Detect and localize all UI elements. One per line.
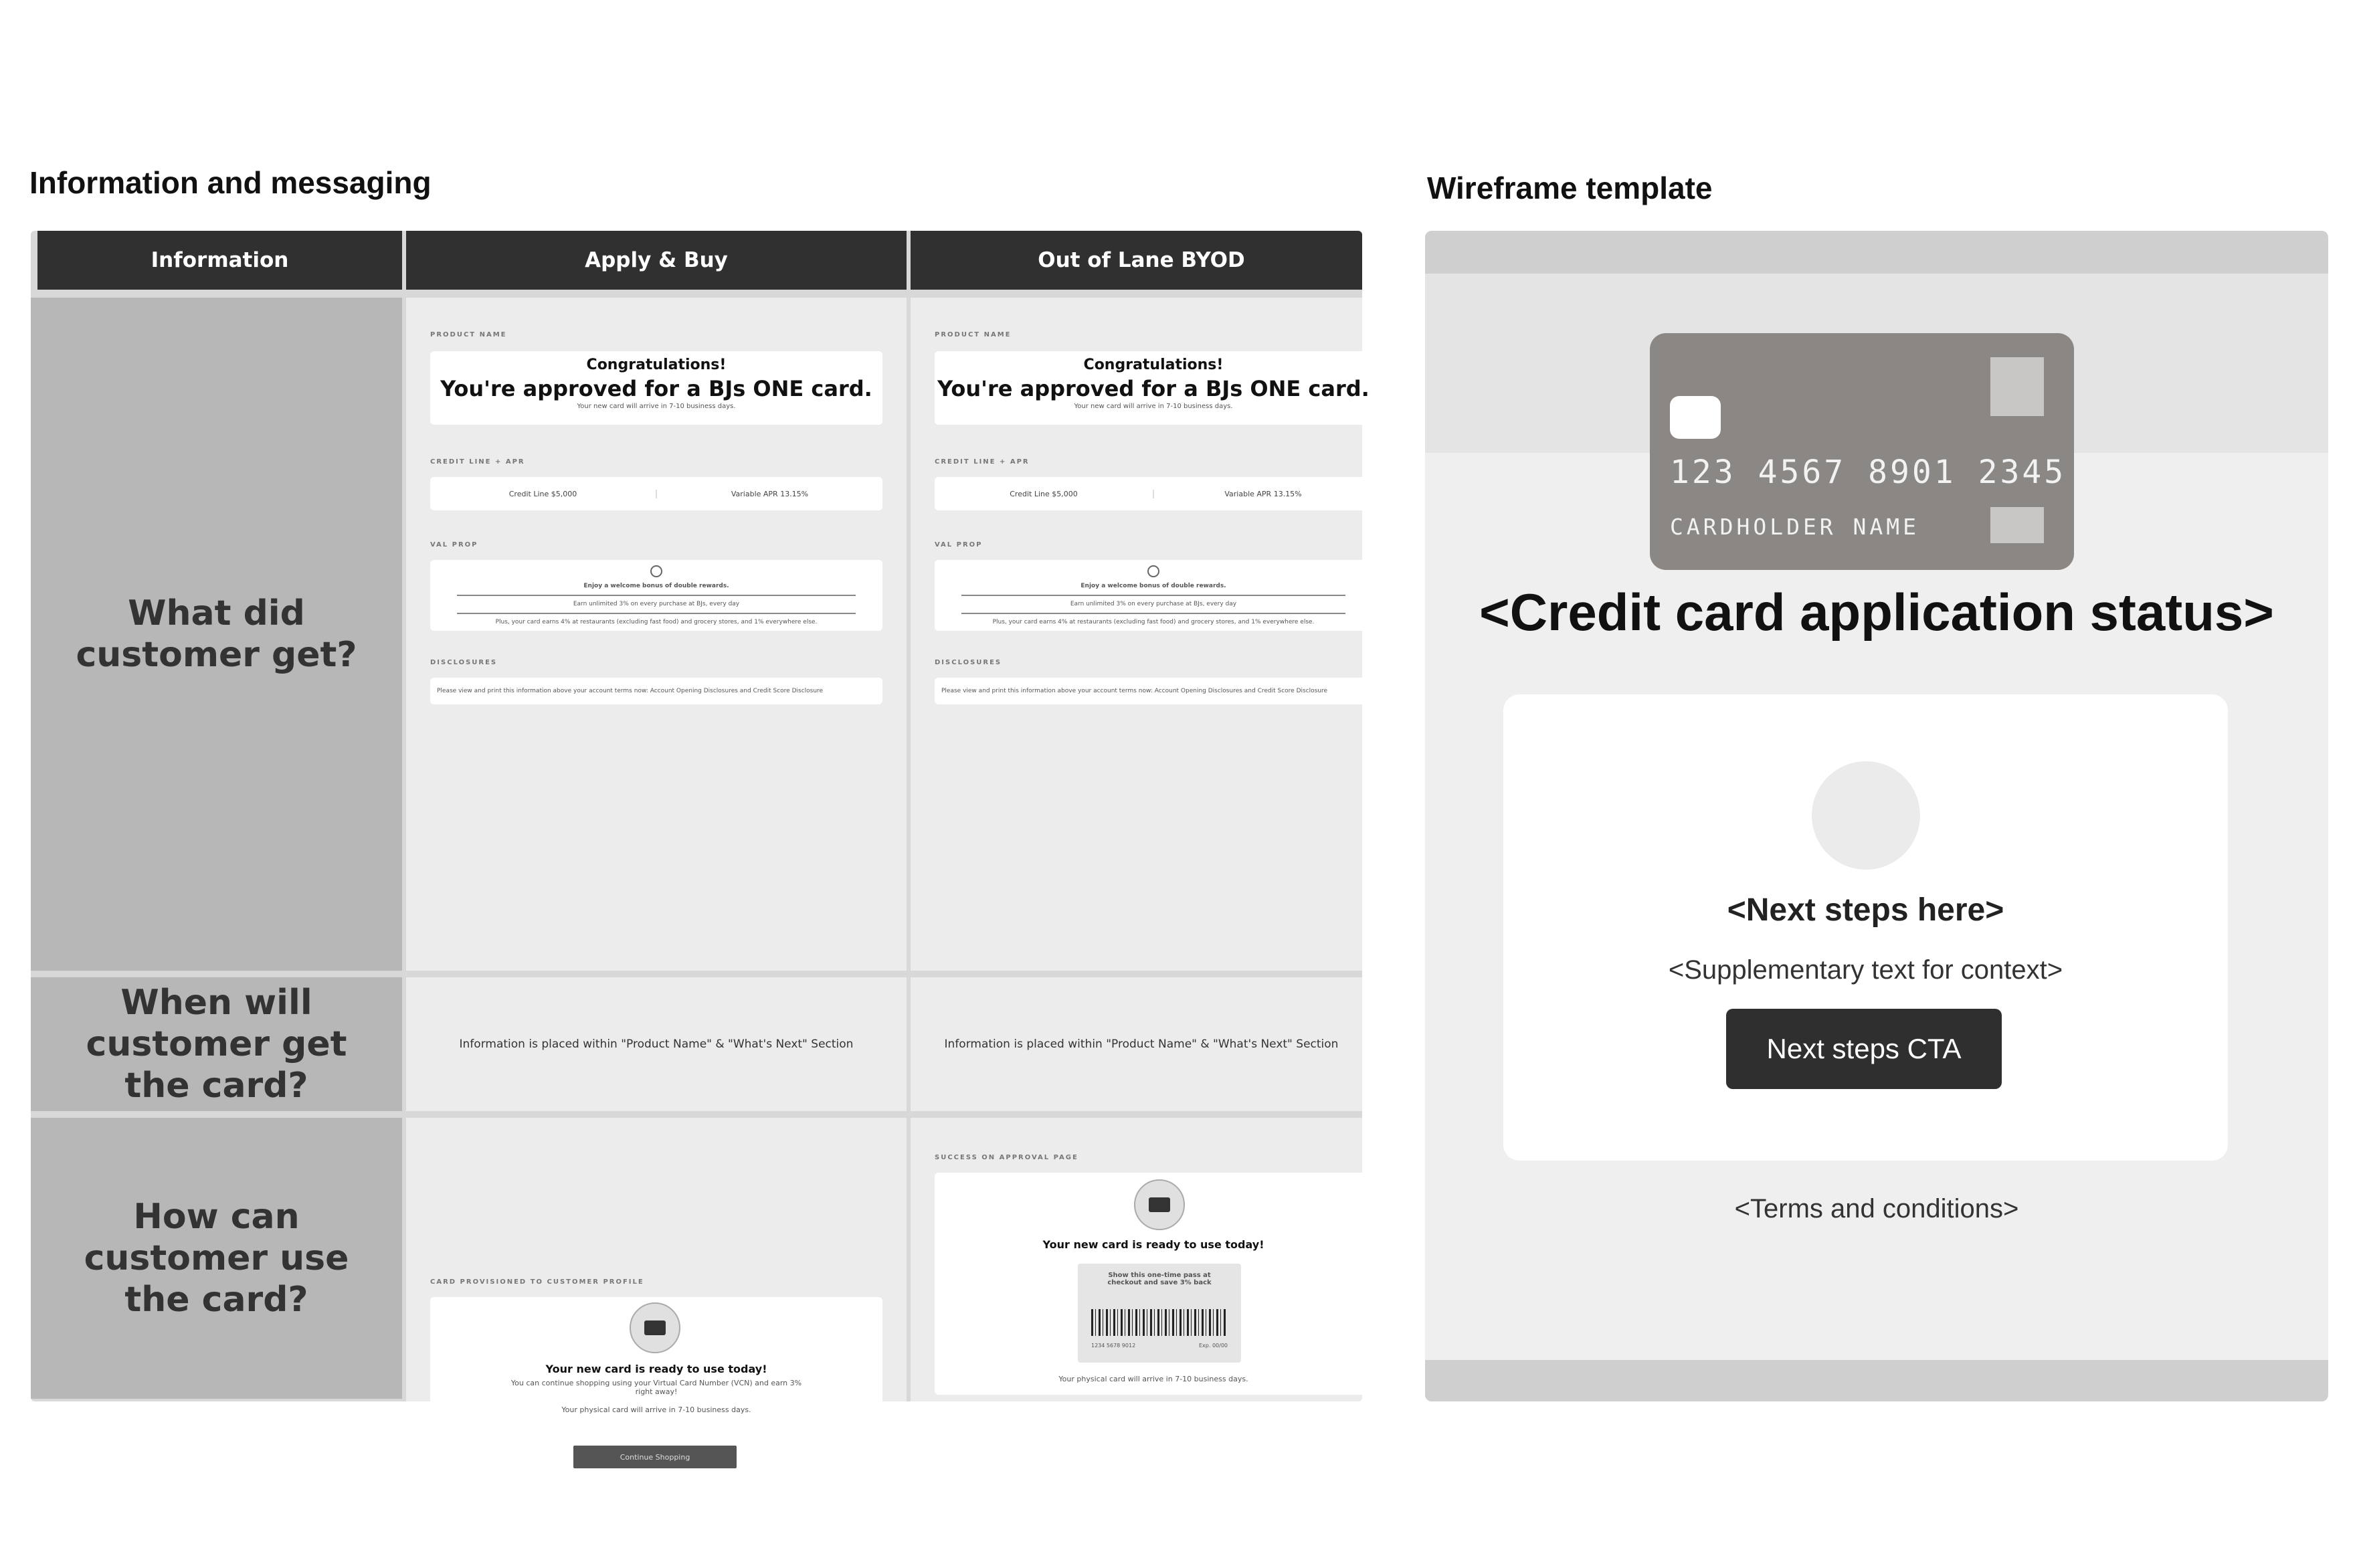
row-label-how: How can customer use the card? [31, 1118, 402, 1399]
cardholder-name: CARDHOLDER NAME [1670, 514, 1920, 540]
apply-arrival-note: Your new card will arrive in 7-10 business days. [577, 403, 736, 410]
cell-byod-when [911, 977, 1362, 1111]
byod-congrats-panel [935, 351, 1372, 425]
byod-approved-headline: You're approved for a BJs ONE card. [937, 376, 1370, 401]
byod-divider-2 [961, 613, 1345, 614]
apply-label-product: PRODUCT NAME [430, 331, 507, 338]
credit-card-illustration [1650, 333, 2074, 570]
apply-congrats-panel [430, 351, 882, 425]
apply-use-physical: Your physical card will arrive in 7-10 business days. [561, 1405, 751, 1414]
apply-apr: Variable APR 13.15% [656, 490, 882, 498]
header-information: Information [37, 231, 402, 290]
next-steps-card [1503, 694, 2228, 1161]
header-apply-buy: Apply & Buy [406, 231, 907, 290]
apply-approved-headline: You're approved for a BJs ONE card. [440, 376, 872, 401]
wireframe-bottom-bar [1425, 1360, 2328, 1401]
continue-shopping-button[interactable]: Continue Shopping [573, 1446, 737, 1468]
right-section-title: Wireframe template [1427, 171, 1713, 205]
byod-use-panel [935, 1173, 1372, 1395]
apply-congrats: Congratulations! [586, 357, 727, 373]
byod-value-panel [935, 560, 1372, 631]
byod-when-text: Information is placed within "Product Name" & "What's Next" Section [944, 1038, 1339, 1051]
apply-use-label: CARD PROVISIONED TO CUSTOMER PROFILE [430, 1278, 644, 1286]
apply-value-2: Earn unlimited 3% on every purchase at BJs, every day [573, 601, 740, 607]
apply-value-3: Plus, your card earns 4% at restaurants (excluding fast food) and grocery stores, and 1% everywhere else. [495, 619, 818, 625]
apply-use-title: Your new card is ready to use today! [545, 1363, 767, 1375]
byod-disclosure-text: Please view and print this information above your account terms now: Account Opening Disclosures and Credit Score Disclosure [941, 688, 1328, 694]
byod-label-credit: CREDIT LINE + APR [935, 458, 1030, 466]
apply-value-icon [650, 565, 662, 577]
byod-use-label: SUCCESS ON APPROVAL PAGE [935, 1154, 1078, 1161]
row-label-what: What did customer get? [31, 298, 402, 971]
byod-product-screen [911, 298, 1372, 971]
apply-disclosure-text: Please view and print this information above your account terms now: Account Opening Disclosures and Credit Score Disclosure [437, 688, 824, 694]
card-logo-placeholder [1990, 357, 2044, 416]
byod-value-3: Plus, your card earns 4% at restaurants (excluding fast food) and grocery stores, and 1% everywhere else. [992, 619, 1315, 625]
byod-congrats: Congratulations! [1083, 357, 1224, 373]
byod-label-product: PRODUCT NAME [935, 331, 1012, 338]
apply-credit-panel [430, 477, 882, 510]
byod-value-1: Enjoy a welcome bonus of double rewards. [1080, 583, 1226, 589]
byod-arrival-note: Your new card will arrive in 7-10 business days. [1074, 403, 1233, 410]
apply-use-panel [430, 1297, 882, 1474]
byod-use-title: Your new card is ready to use today! [1042, 1238, 1264, 1251]
byod-use-screen [911, 1118, 1372, 1401]
byod-label-value: VAL PROP [935, 541, 983, 549]
byod-use-physical: Your physical card will arrive in 7-10 business days. [1058, 1375, 1248, 1383]
card-number: 123 4567 8901 2345 [1670, 454, 2067, 491]
card-network-placeholder [1990, 507, 2044, 543]
apply-label-disclosures: DISCLOSURES [430, 659, 498, 666]
card-chip-icon [1670, 396, 1721, 439]
byod-disclosure-panel [935, 678, 1372, 704]
pass-text: Show this one-time pass at checkout and save 3% back [1107, 1272, 1212, 1286]
apply-label-credit: CREDIT LINE + APR [430, 458, 525, 466]
byod-value-icon [1147, 565, 1159, 577]
barcode-icon [1091, 1309, 1228, 1336]
next-steps-icon-placeholder [1812, 761, 1920, 870]
card-icon [630, 1302, 680, 1353]
apply-use-body: You can continue shopping using your Virtual Card Number (VCN) and earn 3% right away! [510, 1379, 802, 1396]
byod-credit-line: Credit Line $5,000 [1010, 489, 1078, 498]
byod-apr: Variable APR 13.15% [1153, 490, 1372, 498]
barcode-expiry: Exp. 00/00 [1198, 1343, 1228, 1349]
apply-value-1: Enjoy a welcome bonus of double rewards. [583, 583, 729, 589]
application-status-title: <Credit card application status> [1479, 583, 2274, 642]
row-label-when: When will customer get the card? [31, 977, 402, 1111]
barcode-number: 1234 5678 9012 [1091, 1343, 1136, 1349]
apply-when-text: Information is placed within "Product Name" & "What's Next" Section [459, 1038, 854, 1051]
apply-disclosure-panel [430, 678, 882, 704]
terms-and-conditions-link[interactable]: <Terms and conditions> [1734, 1194, 2019, 1223]
cell-apply-when [406, 977, 907, 1111]
apply-credit-line: Credit Line $5,000 [508, 489, 577, 498]
byod-divider-1 [961, 595, 1345, 596]
next-steps-cta-button[interactable]: Next steps CTA [1726, 1009, 2002, 1089]
apply-label-value: VAL PROP [430, 541, 478, 549]
byod-credit-panel [935, 477, 1372, 510]
apply-divider-2 [457, 613, 856, 614]
apply-value-panel [430, 560, 882, 631]
left-section-title: Information and messaging [29, 165, 432, 200]
supplementary-text: <Supplementary text for context> [1668, 955, 2063, 985]
byod-value-2: Earn unlimited 3% on every purchase at BJs, every day [1070, 601, 1237, 607]
wireframe-template [1425, 231, 2328, 1401]
card-icon [1134, 1179, 1185, 1230]
apply-use-screen [406, 1118, 907, 1462]
one-time-pass [1078, 1264, 1241, 1363]
apply-product-screen [406, 298, 907, 971]
apply-divider-1 [457, 595, 856, 596]
byod-label-disclosures: DISCLOSURES [935, 659, 1002, 666]
wireframe-top-bar [1425, 231, 2328, 274]
next-steps-heading: <Next steps here> [1727, 892, 2004, 928]
header-byod: Out of Lane BYOD [911, 231, 1362, 290]
